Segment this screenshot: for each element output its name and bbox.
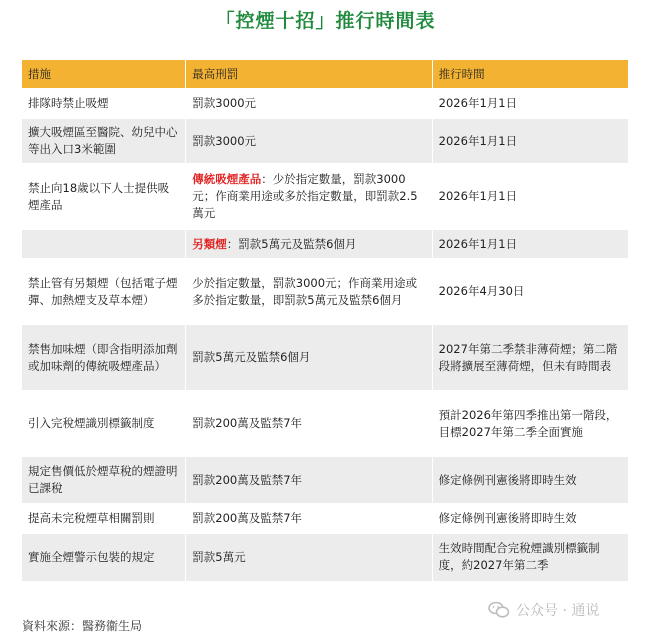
penalty-text: 罰款5萬元	[192, 549, 246, 564]
table-row	[22, 504, 629, 534]
table-row	[22, 230, 629, 259]
penalty-highlight: 另類煙	[192, 236, 227, 251]
header-penalty: 最高刑罰	[186, 60, 432, 89]
penalty-highlight: 傳統吸煙產品	[192, 172, 262, 186]
measure-cell: 引入完稅煙識別標籤制度	[22, 391, 186, 457]
table-row	[22, 534, 629, 581]
watermark	[488, 600, 599, 620]
penalty-cell	[186, 534, 432, 581]
table-row	[22, 89, 629, 119]
measure-cell: 禁止向18歲以下人士提供吸煙產品	[22, 164, 186, 230]
header-date: 推行時間	[432, 60, 628, 89]
date-cell: 預計2026年第四季推出第一階段，目標2027年第二季全面實施	[432, 391, 628, 457]
date-cell: 生效時間配合完稅煙識別標籤制度，約2027年第二季	[432, 534, 628, 581]
table-header-row	[22, 60, 629, 89]
measure-cell: 規定售價低於煙草稅的煙證明已課稅	[22, 457, 186, 504]
penalty-text: ：罰款5萬元及監禁6個月	[226, 236, 357, 251]
date-cell: 2026年1月1日	[432, 119, 628, 164]
penalty-cell	[186, 259, 432, 325]
table-row	[22, 119, 629, 164]
penalty-cell	[186, 391, 432, 457]
penalty-cell	[186, 230, 432, 259]
measure-cell: 排隊時禁止吸煙	[22, 89, 186, 119]
penalty-cell	[186, 119, 432, 164]
wechat-icon	[488, 601, 510, 619]
penalty-text: 罰款200萬及監禁7年	[192, 511, 303, 525]
measure-cell: 提高未完稅煙草相關罰則	[22, 504, 186, 534]
table-row	[22, 259, 629, 325]
penalty-cell	[186, 325, 432, 391]
penalty-text: 罰款200萬及監禁7年	[192, 416, 303, 430]
penalty-cell	[186, 457, 432, 504]
date-cell: 2026年1月1日	[432, 164, 628, 230]
penalty-text: 罰款5萬元及監禁6個月	[192, 350, 311, 364]
penalty-cell	[186, 164, 432, 230]
watermark-text: 公众号 · 通说	[516, 603, 600, 619]
measure-cell	[22, 230, 186, 259]
penalty-text: 罰款3000元	[192, 96, 257, 110]
penalty-cell	[186, 504, 432, 534]
source-note: 資料來源：醫務衞生局	[22, 619, 143, 633]
penalty-text: ：少於指定數量，罰款3000元；作商業用途或多於指定數量，即罰款2.5萬元	[192, 172, 418, 220]
date-cell: 2026年1月1日	[432, 230, 628, 259]
table-row	[22, 164, 629, 230]
date-cell: 修定條例刊憲後將即時生效	[432, 504, 628, 534]
measure-cell: 禁止管有另類煙（包括電子煙彈、加熱煙支及草本煙）	[22, 259, 186, 325]
date-cell: 2026年4月30日	[432, 259, 628, 325]
page-title: 「控煙十招」推行時間表	[215, 10, 436, 32]
measure-cell: 實施全煙警示包裝的規定	[22, 534, 186, 581]
date-cell: 修定條例刊憲後將即時生效	[432, 457, 628, 504]
table-row	[22, 391, 629, 457]
date-cell: 2026年1月1日	[432, 89, 628, 119]
schedule-table	[22, 60, 629, 581]
table-row	[22, 325, 629, 391]
penalty-text: 罰款3000元	[192, 133, 257, 148]
penalty-text: 罰款200萬及監禁7年	[192, 472, 303, 487]
date-cell: 2027年第二季禁非薄荷煙；第二階段將擴展至薄荷煙，但未有時間表	[432, 325, 628, 391]
table-row	[22, 457, 629, 504]
header-measure: 措施	[22, 60, 186, 89]
measure-cell: 擴大吸煙區至醫院、幼兒中心等出入口3米範圍	[22, 119, 186, 164]
penalty-text: 少於指定數量，罰款3000元；作商業用途或多於指定數量，即罰款5萬元及監禁6個月	[192, 275, 418, 307]
penalty-cell	[186, 89, 432, 119]
measure-cell: 禁售加味煙（即含指明添加劑或加味劑的傳統吸煙產品）	[22, 325, 186, 391]
